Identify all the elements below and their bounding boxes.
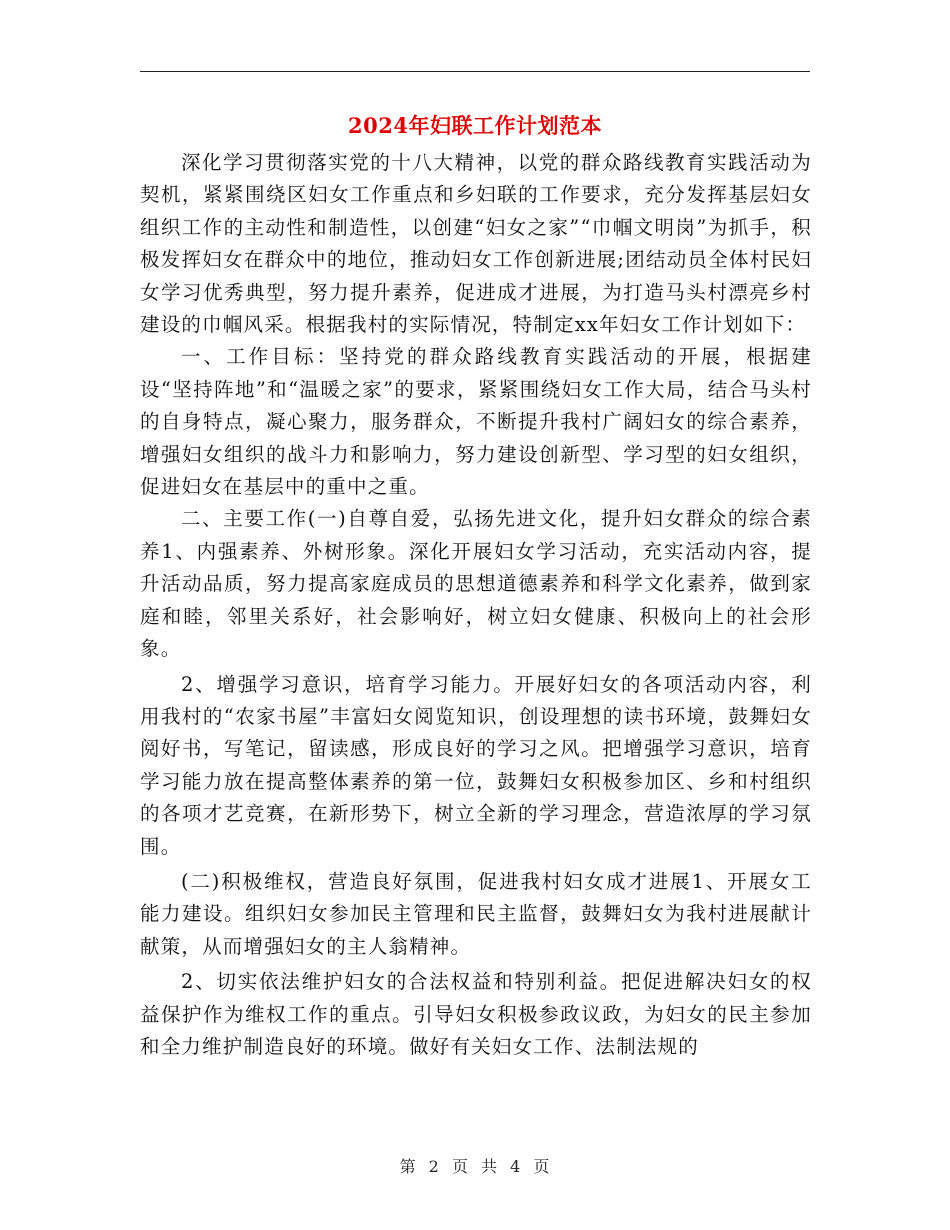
paragraph-rights-protection: (二)积极维权，营造良好氛围，促进我村妇女成才进展1、开展女工能力建设。组织妇女参加民主管理和民主监督，鼓舞妇女为我村进展献计献策，从而增强妇女的主人翁精神。: [140, 869, 812, 958]
document-body: [140, 147, 812, 1063]
paragraph-learning: 2、增强学习意识，培育学习能力。开展好妇女的各项活动内容，利用我村的“农家书屋”丰富妇女阅览知识，创设理想的读书环境，鼓舞妇女阅好书，写笔记，留读感，形成良好的学习之风。把增强学习意识，培育学习能力放在提高整体素养的第一位，鼓舞妇女积极参加区、乡和村组织的各项才艺竞赛，在新形势下，树立全新的学习理念，营造浓厚的学习氛围。: [140, 672, 812, 858]
paragraph-work-goals: 一、工作目标：坚持党的群众路线教育实践活动的开展，根据建设“坚持阵地”和“温暖之家”的要求，紧紧围绕妇女工作大局，结合马头村的自身特点，凝心聚力，服务群众，不断提升我村广阔妇女的综合素养，增强妇女组织的战斗力和影响力，努力建设创新型、学习型的妇女组织，促进妇女在基层中的重中之重。: [140, 345, 812, 499]
paragraph-intro: 深化学习贯彻落实党的十八大精神，以党的群众路线教育实践活动为契机，紧紧围绕区妇女工作重点和乡妇联的工作要求，充分发挥基层妇女组织工作的主动性和制造性，以创建“妇女之家”“巾帼文明岗”为抓手，积极发挥妇女在群众中的地位，推动妇女工作创新进展;团结动员全体村民妇女学习优秀典型，努力提升素养，促进成才进展，为打造马头村漂亮乡村建设的巾帼风采。根据我村的实际情况，特制定xx年妇女工作计划如下：: [140, 151, 812, 337]
paragraph-legal-rights: 2、切实依法维护妇女的合法权益和特别利益。把促进解决妇女的权益保护作为维权工作的重点。引导妇女积极参政议政，为妇女的民主参加和全力维护制造良好的环境。做好有关妇女工作、法制法规的: [140, 970, 812, 1058]
paragraph-main-work: 二、主要工作(一)自尊自爱，弘扬先进文化，提升妇女群众的综合素养1、内强素养、外树形象。深化开展妇女学习活动，充实活动内容，提升活动品质，努力提高家庭成员的思想道德素养和科学文化素养，做到家庭和睦，邻里关系好，社会影响好，树立妇女健康、积极向上的社会形象。: [140, 507, 812, 661]
page-number-footer: 第 2 页 共 4 页: [399, 1157, 551, 1176]
header-rule: [140, 71, 810, 72]
document-title: 2024年妇联工作计划范本: [348, 113, 602, 138]
